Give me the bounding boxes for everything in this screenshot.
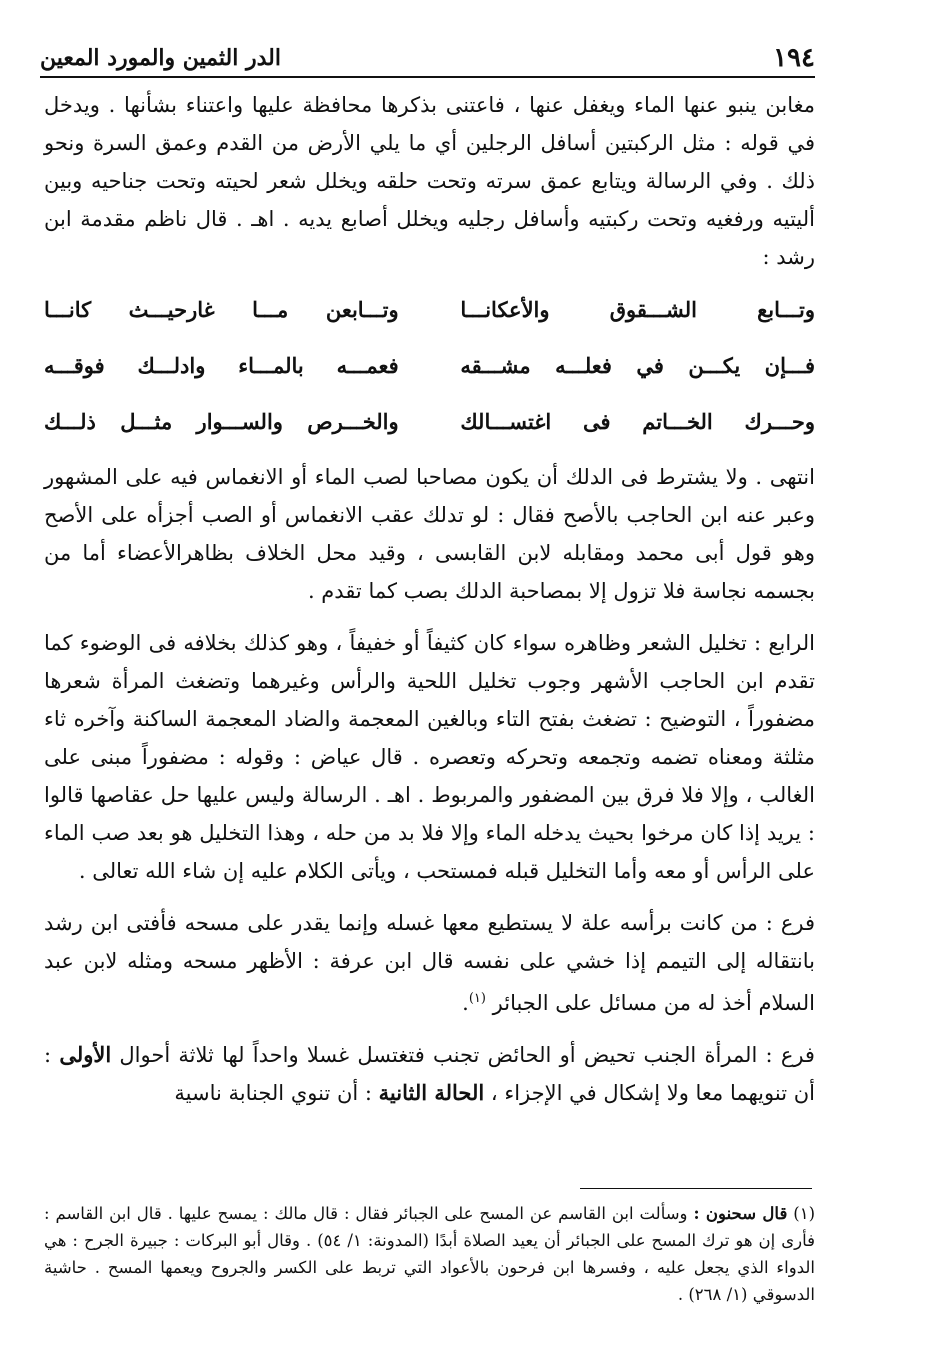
verse-line [44, 338, 815, 394]
footnote-text: وسألت ابن القاسم عن المسح على الجبائر فقال : قال مالك : يمسح عليها . قال ابن القاسم : فأرى إن هو ترك المسح على الجبائر أن يعيد الصلاة أبدًا (المدونة: ١/ ٥٤) . وقال أبو البركات : جبيرة الجرح : هي الدواء الذي يجعل عليه ، وفسرها ابن فرحون بالأعواد التي تربط على الكسر والجروح ويعمها المسح . حاشية الدسوقي (١/ ٢٦٨) . [44, 1204, 815, 1304]
paragraph-text: فرع : المرأة الجنب تحيض أو الحائض تجنب فتغتسل غسلا واحداً لها ثلاثة أحوال [119, 1043, 815, 1067]
footnote-reference: (١) [468, 991, 486, 1006]
verse-hemistich-left: فعمـــه بالمـــاء وادلـــك فوقـــه [44, 353, 399, 378]
footnote [44, 1200, 815, 1308]
paragraph-end: . [462, 991, 469, 1015]
verse-hemistich-right: وحـــرك الخـــاتم فى اغتســـالك [460, 409, 815, 434]
paragraph: الرابع : تخليل الشعر وظاهره سواء كان كثيفاً أو خفيفاً ، وهو كذلك بخلافه فى الوضوء كما تقدم ابن الحاجب الأشهر وجوب تخليل اللحية والرأس وغيرهما وتضغث المرأة شعرها مضفوراً ، التوضيح : تضغث بفتح التاء وبالغين المعجمة والضاد المعجمة الساكنة وآخره ثاء مثلثة ومعناه تضمه وتجمعه وتحركه وتعصره . قال عياض : وقوله : مضفوراً مبنى على الغالب ، وإلا فلا فرق بين المضفور والمربوط . اهـ . الرسالة وليس عليها حل عقاصها قالوا : يريد إذا كان مرخوا بحيث يدخله الماء وإلا فلا بد من حله ، وهذا التخليل هو بعد صب الماء على الرأس أو معه وأما التخليل قبله فمستحب ، ويأتى الكلام عليه إن شاء الله تعالى . [44, 631, 815, 883]
footnote-label: قال سحنون : [693, 1204, 788, 1223]
footnote-divider [580, 1188, 812, 1189]
footnotes [44, 1200, 815, 1308]
paragraph-text: : أن تنويهما معا ولا إشكال في الإجزاء ، [44, 1043, 815, 1105]
bold-term: الأولى [59, 1042, 112, 1067]
paragraph: انتهى . ولا يشترط فى الدلك أن يكون مصاحبا لصب الماء أو الانغماس فيه على المشهور وعبر عنه ابن الحاجب بالأصح فقال : لو تدلك عقب الانغماس أو الصب أجزأه على الأصح وهو قول أبى محمد ومقابله لابن القابسى ، وقيد محل الخلاف بظاهرالأعضاء أما من بجسمه نجاسة فلا تزول إلا بمصاحبة الدلك بصب كما تقدم . [44, 465, 815, 603]
verse-hemistich-right: وتـــابع الشـــقوق والأعكانـــا [460, 297, 815, 322]
paragraph: مغابن ينبو عنها الماء ويغفل عنها ، فاعتنى بذكرها محافظة عليها واعتناء بشأنها . ويدخل في قوله : مثل الركبتين أسافل الرجلين أي ما يلي الأرض من القدم وعمق السرة ونحو ذلك . وفي الرسالة ويتابع عمق سرته وتحت حلقه ويخلل شعر لحيته وتحت جناحيه وبين أليتيه ورفغيه وتحت ركبتيه وأسافل رجليه ويخلل أصابع يديه . اهـ . قال ناظم مقدمة ابن رشد : [44, 93, 815, 269]
verse-hemistich-left: وتـــابعن مـــا غارحيـــث كانـــا [44, 297, 399, 322]
bold-term: الحالة الثانية [378, 1080, 485, 1105]
verse-hemistich-left: والخـــرص والســـوار مثـــل ذلـــك [44, 409, 399, 434]
paragraph [44, 904, 815, 1022]
verse-block [44, 282, 815, 450]
footnote-marker: (١) [793, 1204, 815, 1223]
main-text [44, 86, 815, 1112]
page-number: ١٩٤ [773, 43, 815, 73]
verse-line [44, 394, 815, 450]
running-title: الدر الثمين والمورد المعين [40, 45, 282, 71]
verse-hemistich-right: فـــإن يكـــن في فعلـــه مشـــقه [460, 353, 815, 378]
paragraph-text: : أن تنوي الجنابة ناسية [174, 1081, 372, 1105]
verse-line [44, 282, 815, 338]
page-header [40, 40, 815, 78]
paragraph [44, 1036, 815, 1112]
paragraph-text: فرع : من كانت برأسه علة لا يستطيع معها غسله وإنما يقدر على مسحه فأفتى ابن رشد بانتقاله إلى التيمم إذا خشي على نفسه قال ابن عرفة : الأظهر مسحه ومثله لابن عبد السلام أخذ له من مسائل على الجبائر [44, 911, 815, 1015]
